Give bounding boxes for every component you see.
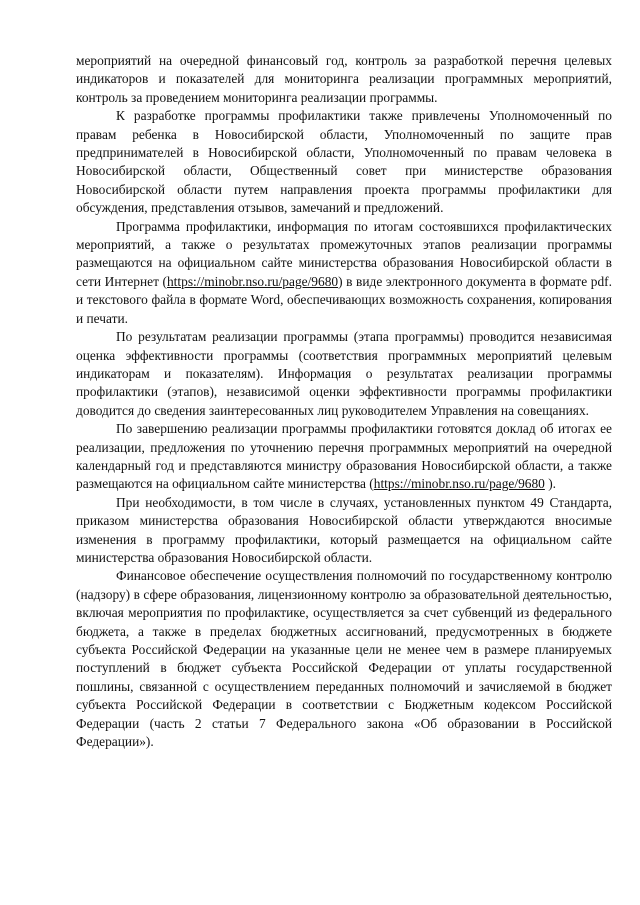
ministry-site-link[interactable]: https://minobr.nso.ru/page/9680 [166, 273, 339, 289]
paragraph-publication [76, 218, 612, 328]
paragraph-amendments: При необходимости, в том числе в случаях, установленных пунктом 49 Стандарта, приказом министерства образования Новосибирской области утверждаются вносимые изменения в программу профилактики, который размещается на официальном сайте министерства образования Новосибирской области. [76, 494, 612, 565]
paragraph-publication-text-after: ) в виде электронного документа в формате pdf. и текстового файла в формате Word, обеспечивающих возможность сохранения, копирования и печати. [76, 273, 612, 326]
paragraph-developers: К разработке программы профилактики также привлечены Уполномоченный по правам ребенка в Новосибирской области, Уполномоченный по защите прав предпринимателей в Новосибирской области, Уполномоченный по правам человека в Новосибирской области, Общественный совет при министерстве образования Новосибирской области путем направления проекта программы профилактики для обсуждения, представления отзывов, замечаний и предложений. [76, 108, 612, 216]
paragraph-final-report [76, 420, 612, 494]
paragraph-continuation: мероприятий на очередной финансовый год, контроль за разработкой перечня целевых индикаторов и показателей для мониторинга реализации программных мероприятий, контроль за проведением мониторинга реализации программы. [76, 53, 612, 105]
ministry-site-link-2[interactable]: https://minobr.nso.ru/page/9680 [373, 476, 545, 492]
paragraph-final-report-text-after: ). [544, 476, 557, 492]
paragraph-publication-text-before: Программа профилактики, информация по итогам состоявшихся профилактических мероприятий, а также о результатах промежуточных этапов реализации программы размещаются на официальном сайте министерства образования Новосибирской области в сети Интернет ( [76, 218, 612, 289]
paragraph-final-report-text-before: По завершению реализации программы профилактики готовятся доклад об итогах ее реализации, предложения по уточнению перечня программных мероприятий на очередной календарный год и представляются министру образования Новосибирской области, а также размещаются на официальном сайте министерства ( [76, 421, 612, 492]
paragraph-financing: Финансовое обеспечение осуществления полномочий по государственному контролю (надзору) в сфере образования, лицензионному контролю за образовательной деятельностью, включая мероприятия по профилактике, осуществляется за счет субвенций из федерального бюджета, а также в пределах бюджетных ассигнований, предусмотренных в бюджете субъекта Российской Федерации на указанные цели не менее чем в размере планируемых поступлений в бюджет субъекта Российской Федерации от уплаты государственной пошлины, связанной с осуществлением переданных полномочий и зачисляемой в бюджет субъекта Российской Федерации в соответствии с Бюджетным кодексом Российской Федерации (часть 2 статьи 7 Федерального закона «Об образовании в Российской Федерации»). [76, 568, 612, 750]
paragraph-evaluation: По результатам реализации программы (этапа программы) проводится независимая оценка эффективности программы (соответствия программных мероприятий целевым индикаторам и показателям). Информация о результатах реализации программы профилактики (этапов), независимой оценки эффективности программы профилактики доводится до сведения заинтересованных лиц руководителем Управления на совещаниях. [76, 329, 612, 418]
